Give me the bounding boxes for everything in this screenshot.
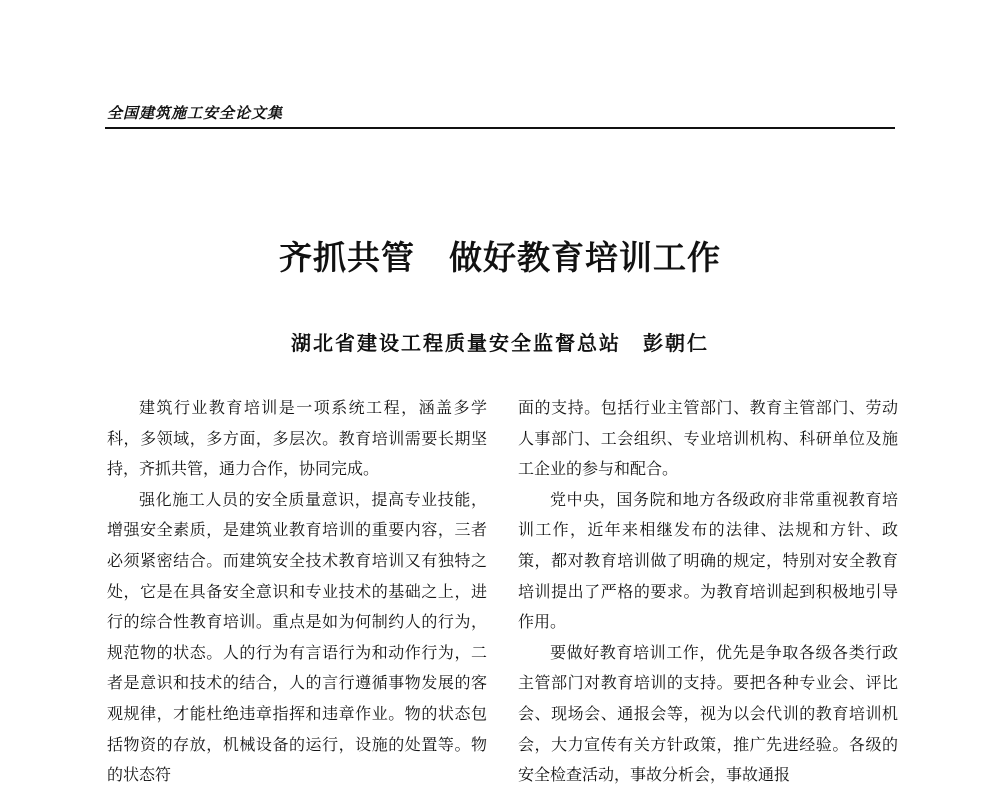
- left-column: [107, 393, 487, 791]
- right-paragraph-2: 党中央，国务院和地方各级政府非常重视教育培训工作，近年来相继发布的法律、法规和方针、政策，都对教育培训做了明确的规定，特别对安全教育培训提出了严格的要求。为教育培训起到积极地引导作用。: [518, 489, 898, 632]
- header-rule: [105, 127, 895, 129]
- right-paragraph-1: 面的支持。包括行业主管部门、教育主管部门、劳动人事部门、工会组织、专业培训机构、科研单位及施工企业的参与和配合。: [518, 398, 898, 479]
- running-header: 全国建筑施工安全论文集: [107, 104, 284, 122]
- article-byline: 湖北省建设工程质量安全监督总站 彭朝仁: [291, 331, 709, 355]
- article-title: 齐抓共管 做好教育培训工作: [279, 238, 721, 277]
- right-paragraph-3: 要做好教育培训工作，优先是争取各级各类行政主管部门对教育培训的支持。要把各种专业会、评比会、现场会、通报会等，视为以会代训的教育培训机会，大力宣传有关方针政策，推广先进经验。各级的安全检查活动，事故分析会，事故通报: [518, 642, 898, 785]
- left-paragraph-1: 建筑行业教育培训是一项系统工程，涵盖多学科，多领域，多方面，多层次。教育培训需要长期坚持，齐抓共管，通力合作，协同完成。: [107, 398, 487, 479]
- left-paragraph-2: 强化施工人员的安全质量意识，提高专业技能，增强安全素质，是建筑业教育培训的重要内容，三者必须紧密结合。而建筑安全技术教育培训又有独特之处，它是在具备安全意识和专业技术的基础之上，进行的综合性教育培训。重点是如为何制约人的行为，规范物的状态。人的行为有言语行为和动作行为，二者是意识和技术的结合，人的言行遵循事物发展的客观规律，才能杜绝违章指挥和违章作业。物的状态包括物资的存放，机械设备的运行，设施的处置等。物的状态符: [107, 489, 487, 785]
- right-column: [518, 393, 898, 791]
